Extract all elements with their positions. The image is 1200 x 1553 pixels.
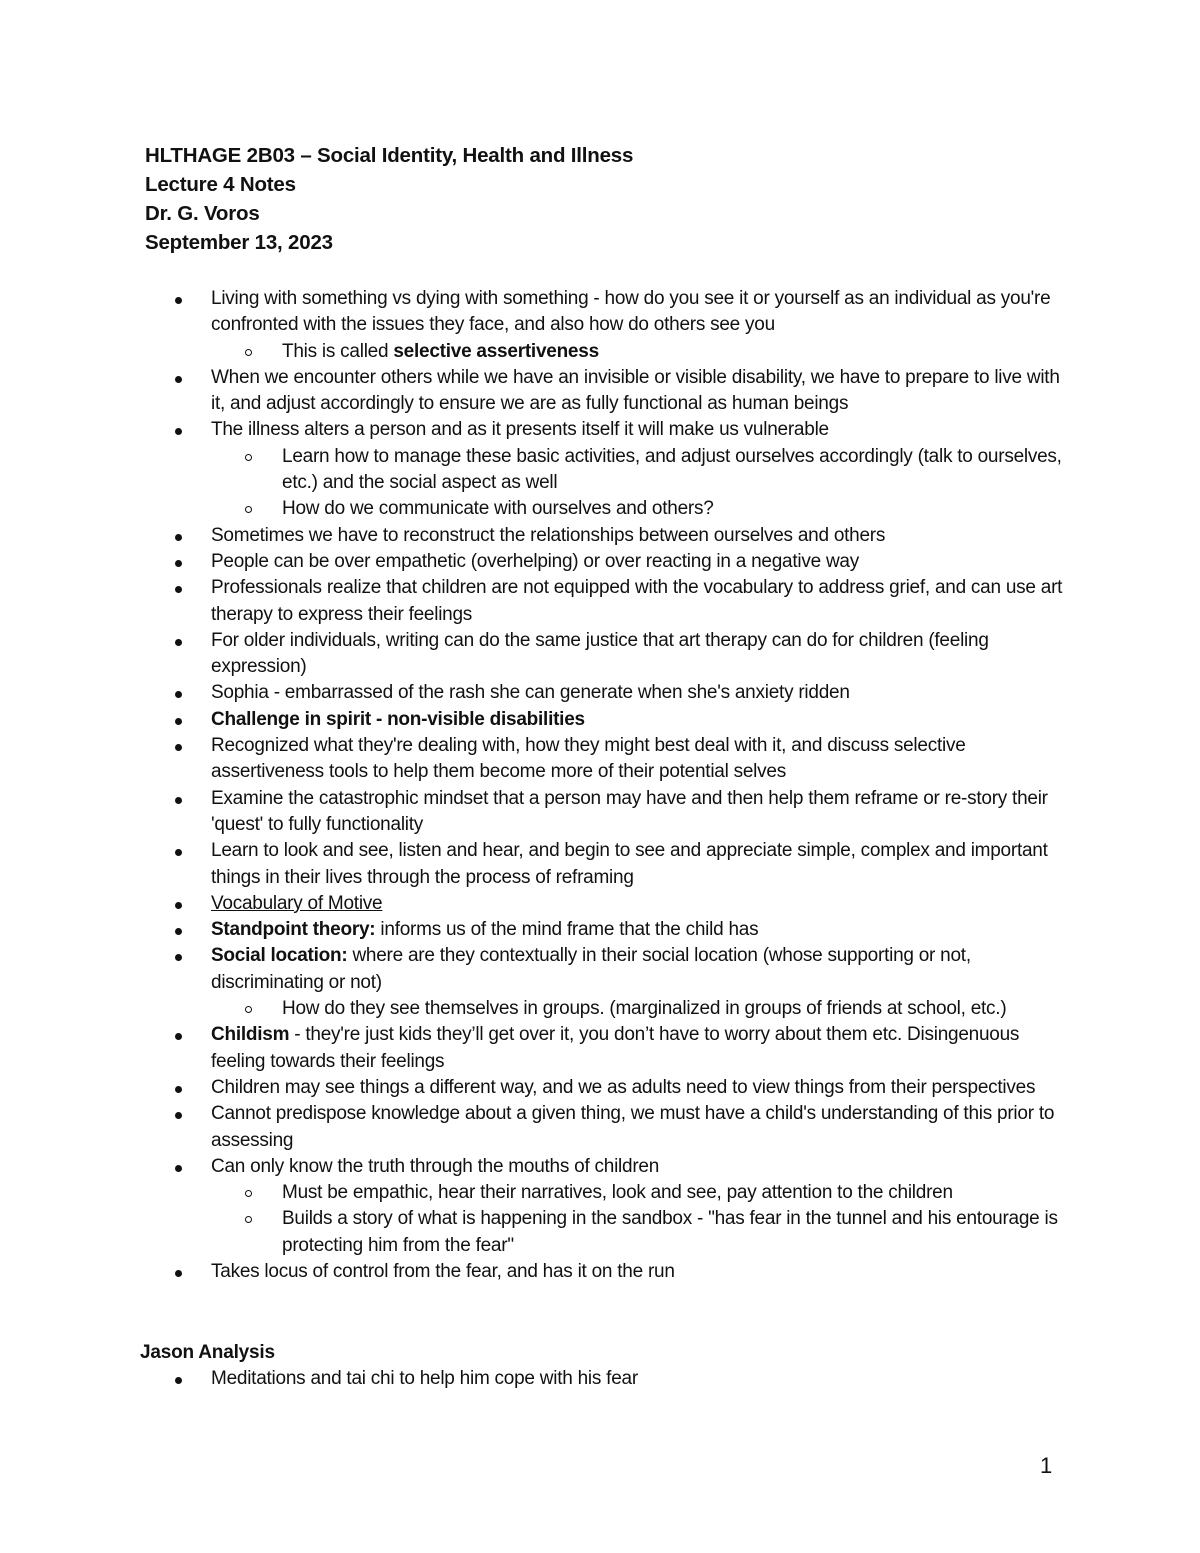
- lecture-title: Lecture 4 Notes: [145, 173, 296, 196]
- note-text: where are they contextually in their social location (whose supporting or not, discriminating or not): [211, 945, 971, 993]
- hollow-bullet-icon: [245, 349, 252, 356]
- note-text: Learn to look and see, listen and hear, and begin to see and appreciate simple, complex and important things in their lives through the process of reframing: [211, 840, 1048, 888]
- note-text: Social location:: [211, 945, 348, 967]
- bullet-item: [175, 1022, 1075, 1075]
- bullet-icon: [175, 1086, 182, 1093]
- bullet-icon: [175, 849, 182, 856]
- lecture-notes-list: [175, 286, 1075, 1285]
- sub-bullet-item: [175, 996, 1075, 1022]
- bullet-icon: [175, 376, 182, 383]
- note-text: Cannot predispose knowledge about a given thing, we must have a child's understanding of this prior to assessing: [211, 1103, 1055, 1151]
- bullet-item: [175, 943, 1075, 996]
- note-text: This is called: [282, 340, 394, 362]
- bullet-icon: [175, 691, 182, 698]
- section-title: Jason Analysis: [140, 1342, 275, 1363]
- note-text: Meditations and tai chi to help him cope with his fear: [211, 1368, 638, 1389]
- sub-bullet-item: [175, 496, 1075, 522]
- note-text: informs us of the mind frame that the child has: [375, 919, 759, 941]
- sub-bullet-item: [175, 339, 1075, 365]
- bullet-icon: [175, 586, 182, 593]
- note-text: Sometimes we have to reconstruct the relationships between ourselves and others: [211, 524, 886, 546]
- note-text: - they're just kids they’ll get over it, you don’t have to worry about them etc. Disingenuous feeling towards their feelings: [211, 1024, 1020, 1072]
- note-text: Professionals realize that children are not equipped with the vocabulary to address grief, and can use art therapy to express their feelings: [211, 577, 1063, 625]
- bullet-icon: [175, 744, 182, 751]
- hollow-bullet-icon: [245, 454, 252, 461]
- course-title: HLTHAGE 2B03 – Social Identity, Health and Illness: [145, 144, 634, 167]
- bullet-icon: [175, 1033, 182, 1040]
- note-text: Sophia - embarrassed of the rash she can generate when she's anxiety ridden: [211, 682, 850, 704]
- bullet-item: [175, 1366, 638, 1392]
- bullet-item: [175, 1075, 1075, 1101]
- note-text: Can only know the truth through the mouths of children: [211, 1155, 660, 1177]
- document-header: [145, 141, 633, 257]
- bullet-icon: [175, 534, 182, 541]
- bullet-item: [175, 1101, 1075, 1154]
- bullet-item: [175, 575, 1075, 628]
- bullet-icon: [175, 1377, 182, 1384]
- note-text: selective assertiveness: [393, 340, 599, 362]
- hollow-bullet-icon: [245, 1216, 252, 1223]
- note-text: The illness alters a person and as it presents itself it will make us vulnerable: [211, 419, 829, 441]
- bullet-item: [175, 680, 1075, 706]
- bullet-icon: [175, 428, 182, 435]
- bullet-icon: [175, 718, 182, 725]
- bullet-item: [175, 891, 1075, 917]
- note-text: Vocabulary of Motive: [211, 892, 383, 914]
- section-list: [175, 1366, 638, 1392]
- note-text: When we encounter others while we have an invisible or visible disability, we have to prepare to live with it, and adjust accordingly to ensure we are as fully functional as human beings: [211, 366, 1060, 415]
- bullet-item: [175, 549, 1075, 575]
- hollow-bullet-icon: [245, 1006, 252, 1013]
- note-text: Examine the catastrophic mindset that a person may have and then help them reframe or re-story their 'quest' to fully functionality: [211, 787, 1048, 835]
- sub-bullet-item: [175, 444, 1075, 497]
- bullet-icon: [175, 639, 182, 646]
- note-text: Living with something vs dying with something - how do you see it or yourself as an individual as you're confronted with the issues they face, and also how do others see you: [211, 288, 1051, 336]
- note-text: How do they see themselves in groups. (marginalized in groups of friends at school, etc.): [282, 998, 1007, 1020]
- bullet-item: [175, 786, 1075, 839]
- bullet-icon: [175, 1112, 182, 1119]
- note-text: Takes locus of control from the fear, and has it on the run: [211, 1260, 675, 1282]
- bullet-icon: [175, 902, 182, 909]
- bullet-icon: [175, 954, 182, 961]
- note-text: Children may see things a different way, and we as adults need to view things from their perspectives: [211, 1076, 1036, 1098]
- sub-bullet-item: [175, 1180, 1075, 1206]
- note-text: For older individuals, writing can do the same justice that art therapy can do for children (feeling expression): [211, 629, 989, 678]
- note-text: Challenge in spirit - non-visible disabilities: [211, 708, 585, 730]
- note-text: Builds a story of what is happening in the sandbox - "has fear in the tunnel and his entourage is protecting him from the fear": [282, 1208, 1058, 1256]
- note-text: Must be empathic, hear their narratives, look and see, pay attention to the children: [282, 1182, 953, 1204]
- lecture-date: September 13, 2023: [145, 231, 333, 254]
- jason-analysis-section: [140, 1340, 638, 1392]
- note-text: Childism: [211, 1024, 290, 1046]
- bullet-icon: [175, 297, 182, 304]
- bullet-item: [175, 1259, 1075, 1285]
- bullet-item: [175, 628, 1075, 681]
- bullet-icon: [175, 797, 182, 804]
- hollow-bullet-icon: [245, 506, 252, 513]
- bullet-icon: [175, 1270, 182, 1277]
- bullet-item: [175, 523, 1075, 549]
- hollow-bullet-icon: [245, 1190, 252, 1197]
- bullet-icon: [175, 1165, 182, 1172]
- bullet-item: [175, 286, 1075, 339]
- bullet-item: [175, 417, 1075, 443]
- sub-bullet-item: [175, 1206, 1075, 1259]
- instructor-name: Dr. G. Voros: [145, 202, 260, 225]
- page-number: 1: [1040, 1453, 1053, 1478]
- note-text: Recognized what they're dealing with, how they might best deal with it, and discuss selective assertiveness tools to help them become more of their potential selves: [211, 735, 966, 783]
- bullet-icon: [175, 928, 182, 935]
- bullet-item: [175, 917, 1075, 943]
- note-text: Learn how to manage these basic activities, and adjust ourselves accordingly (talk to ourselves, etc.) and the social aspect as well: [282, 445, 1062, 494]
- bullet-icon: [175, 560, 182, 567]
- bullet-item: [175, 365, 1075, 418]
- note-text: Standpoint theory:: [211, 919, 376, 941]
- note-text: How do we communicate with ourselves and others?: [282, 498, 714, 520]
- note-text: People can be over empathetic (overhelping) or over reacting in a negative way: [211, 550, 859, 572]
- bullet-item: [175, 1154, 1075, 1180]
- bullet-item: [175, 838, 1075, 891]
- bullet-item: [175, 707, 1075, 733]
- bullet-item: [175, 733, 1075, 786]
